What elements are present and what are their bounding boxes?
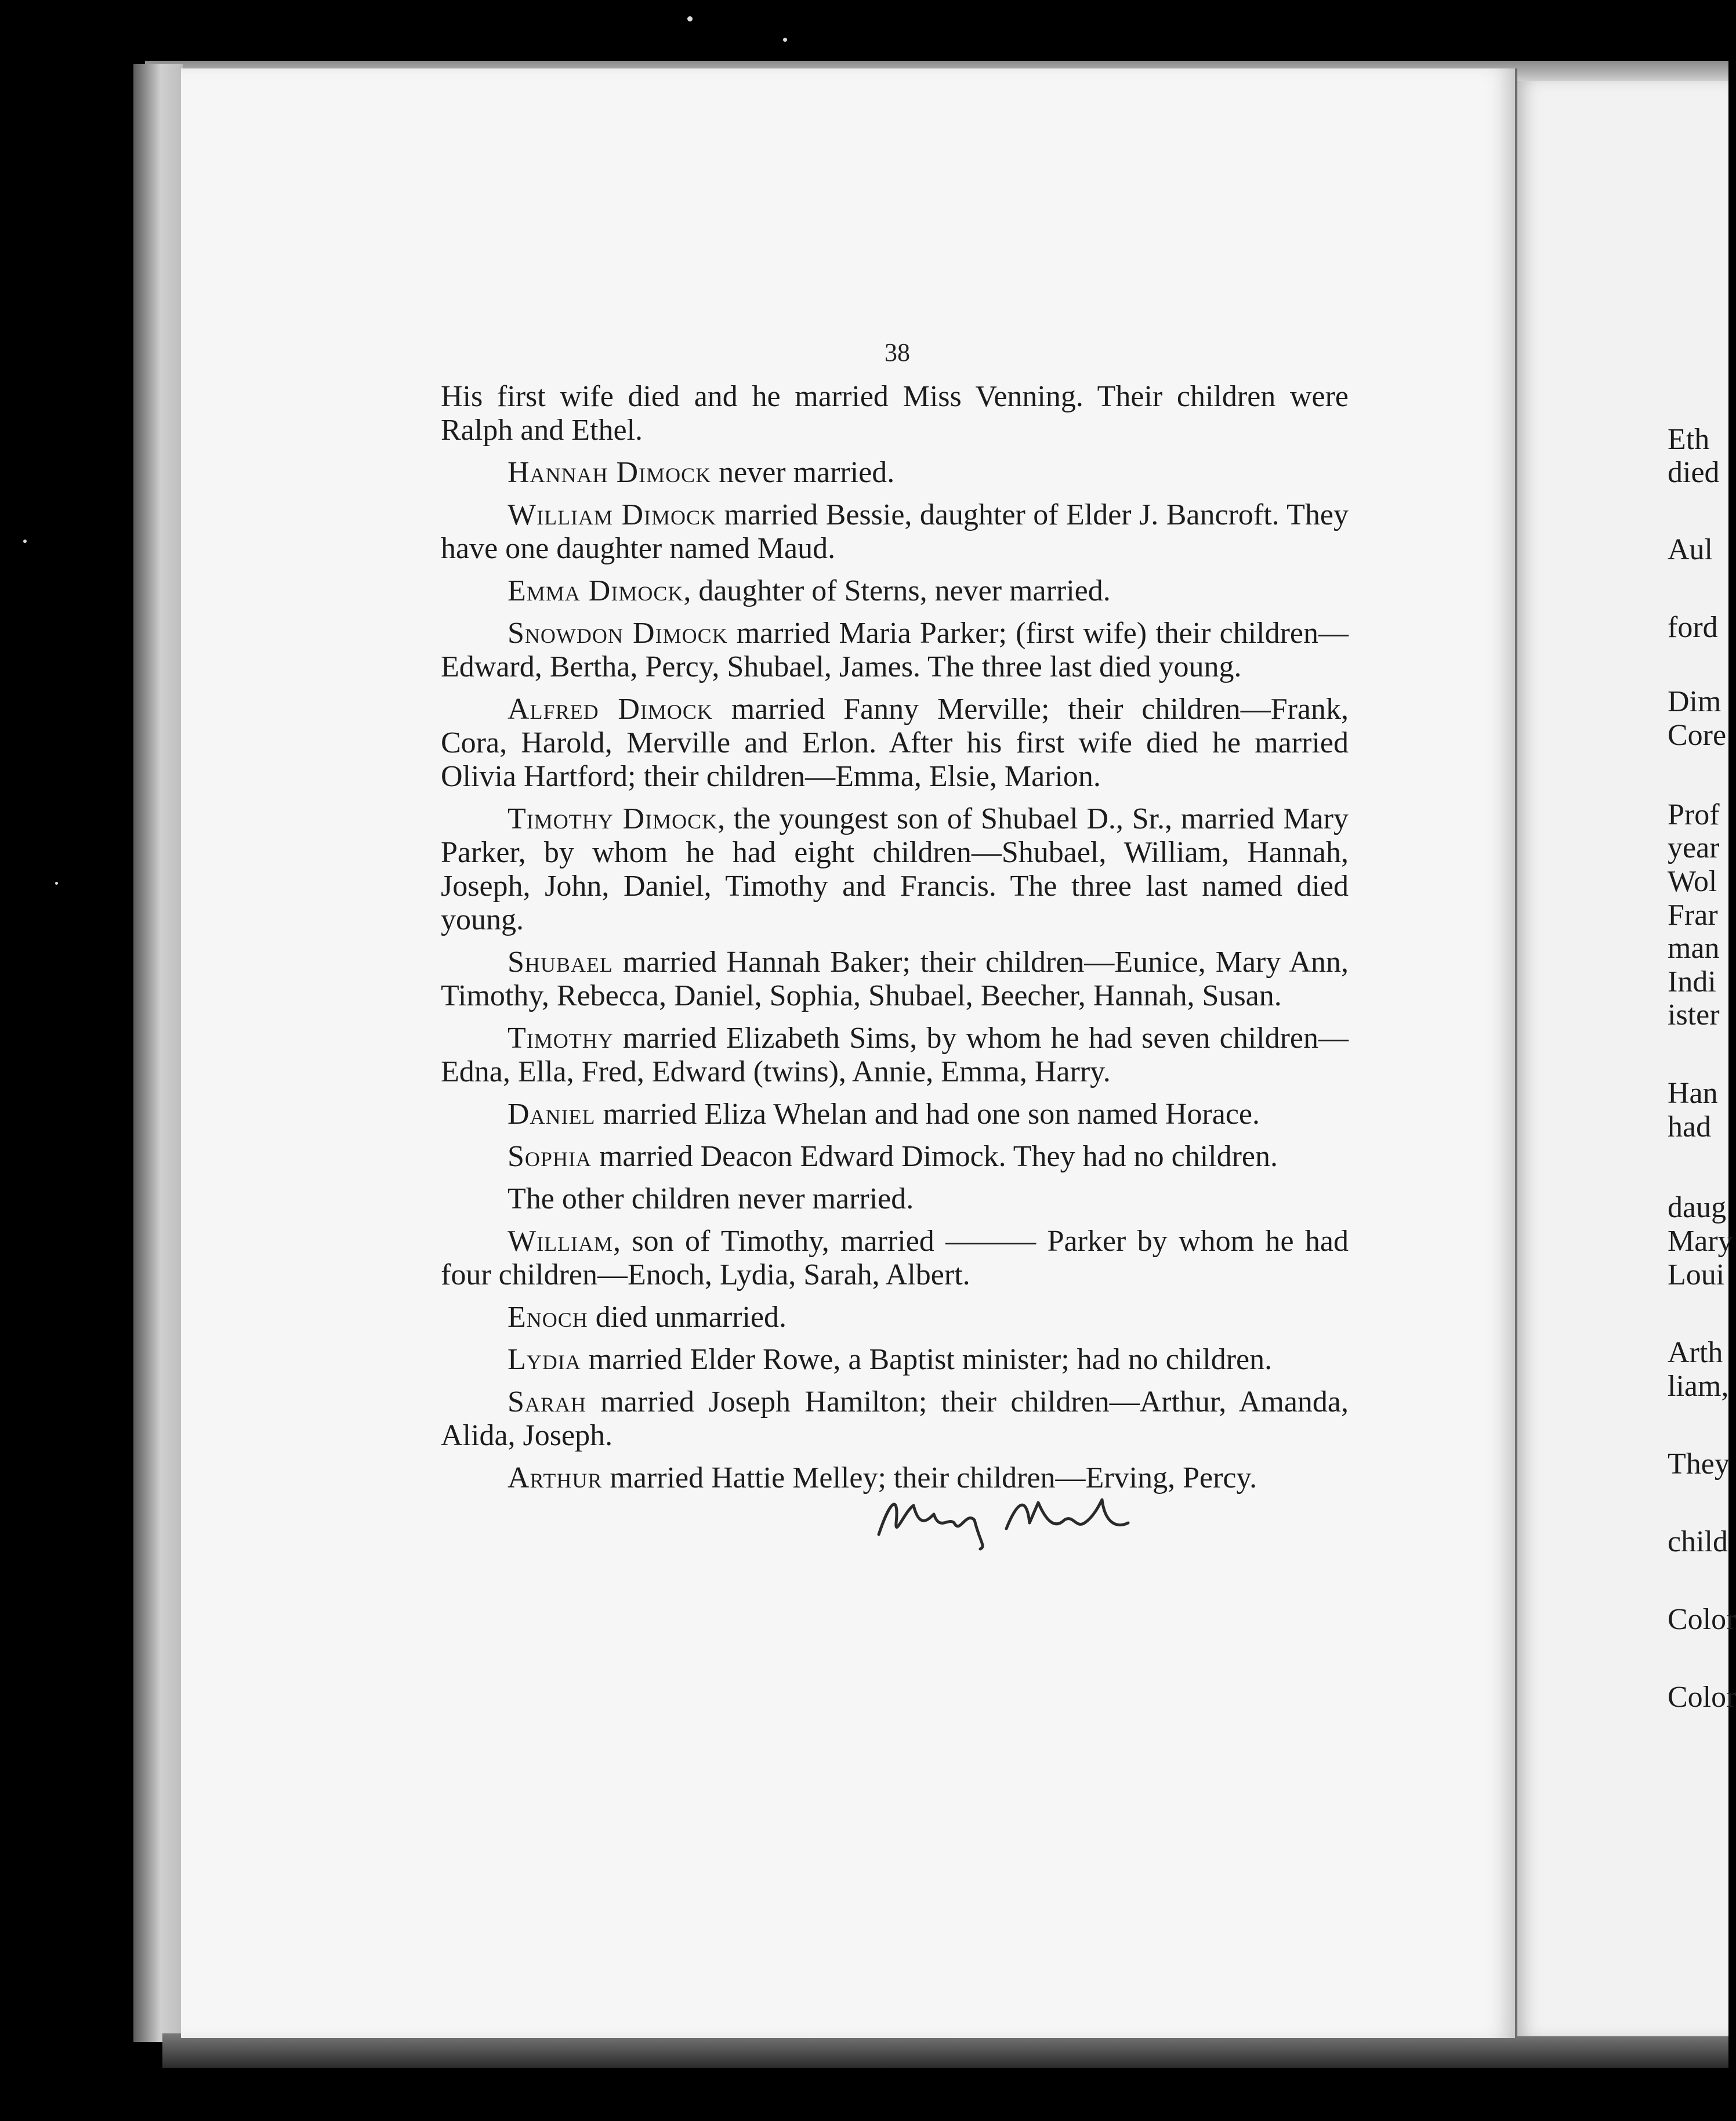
right-page-fragment: ford xyxy=(1668,611,1718,644)
paragraph xyxy=(441,574,1349,608)
right-page-fragment: Prof xyxy=(1668,798,1720,831)
right-page-fragment: daug xyxy=(1668,1191,1727,1224)
paragraph xyxy=(441,1140,1349,1174)
paragraph-text: married Elder Rowe, a Baptist minister; had no children. xyxy=(581,1343,1273,1376)
paragraph xyxy=(441,1301,1349,1334)
paragraph xyxy=(441,946,1349,1013)
paragraph-lead: William Dimock xyxy=(508,498,717,531)
paragraph xyxy=(441,498,1349,566)
right-page-fragment: liam, xyxy=(1668,1370,1729,1403)
right-page-fragment: Core xyxy=(1668,719,1727,752)
paragraph-text: married Joseph Hamilton; their children—Arthur, Amanda, Alida, Joseph. xyxy=(441,1385,1349,1452)
paragraph xyxy=(441,1225,1349,1292)
paragraph-lead: Timothy Dimock xyxy=(508,802,718,835)
paragraph-lead: Hannah Dimock xyxy=(508,456,712,489)
right-page-fragment: They xyxy=(1668,1447,1730,1481)
paragraph xyxy=(441,617,1349,684)
paragraph-text: married Hattie Melley; their children—Erving, Percy. xyxy=(602,1461,1257,1494)
paragraph xyxy=(441,1022,1349,1089)
paragraph-text: , son of Timothy, married ——— Parker by whom he had four children—Enoch, Lydia, Sarah, Albert. xyxy=(441,1225,1349,1291)
page-number: 38 xyxy=(885,338,910,367)
paragraph xyxy=(441,1385,1349,1453)
paragraph-lead: Daniel xyxy=(508,1098,596,1131)
paragraph xyxy=(441,802,1349,937)
right-page-fragment: Han xyxy=(1668,1077,1718,1110)
paragraph-lead: Arthur xyxy=(508,1461,603,1494)
right-page-fragment: Wol xyxy=(1668,865,1717,898)
right-page-fragment: ister xyxy=(1668,998,1720,1031)
paragraph-text: married Hannah Baker; their children—Eunice, Mary Ann, Timothy, Rebecca, Daniel, Sophia, Shubael, Beecher, Hannah, Susan. xyxy=(441,946,1349,1012)
right-page-fragment: died xyxy=(1668,456,1720,489)
paragraph xyxy=(441,380,1349,447)
right-page-fragment: Eth xyxy=(1668,423,1710,456)
paragraph-text: , the youngest son of Shubael D., Sr., married Mary Parker, by whom he had eight children—Shubael, William, Hannah, Joseph, John, Daniel, Timothy and Francis. The three last named died young. xyxy=(441,802,1349,936)
paragraph-text: married Fanny Merville; their children—Frank, Cora, Harold, Merville and Erlon. After his first wife died he married Olivia Hartford; their children—Emma, Elsie, Marion. xyxy=(441,693,1349,793)
paragraph-text: married Bessie, daughter of Elder J. Bancroft. They have one daughter named Maud. xyxy=(441,498,1349,565)
paragraph-text: His first wife died and he married Miss Venning. Their children were Ralph and Ethel. xyxy=(441,380,1349,447)
paragraph xyxy=(441,456,1349,490)
right-page-fragment: Frar xyxy=(1668,899,1718,932)
right-page-text-fragments xyxy=(1668,0,1736,2121)
paragraph-text: never married. xyxy=(711,456,895,489)
scan-speck xyxy=(23,540,27,543)
paragraph-lead: Lydia xyxy=(508,1343,581,1376)
right-page-fragment: Arth xyxy=(1668,1336,1723,1369)
paragraph-text: died unmarried. xyxy=(588,1301,787,1334)
paragraph-text: married Elizabeth Sims, by whom he had seven children—Edna, Ella, Fred, Edward (twins), Annie, Emma, Harry. xyxy=(441,1022,1349,1088)
paragraph-text: The other children never married. xyxy=(508,1182,914,1215)
right-page-fragment: Color xyxy=(1668,1681,1736,1714)
book-bottom-edge xyxy=(162,2033,1728,2068)
scan-speck xyxy=(687,16,693,21)
paragraph-lead: Sarah xyxy=(508,1385,586,1418)
paragraph xyxy=(441,693,1349,794)
right-page-fragment: Mary xyxy=(1668,1225,1733,1258)
paragraph-lead: Alfred Dimock xyxy=(508,693,713,726)
paragraph-text: married Maria Parker; (first wife) their children—Edward, Bertha, Percy, Shubael, James. The three last died young. xyxy=(441,617,1349,683)
right-page-fragment: year xyxy=(1668,831,1720,864)
handwritten-signature xyxy=(873,1488,1157,1552)
right-page-fragment: child xyxy=(1668,1525,1728,1558)
paragraph-text: , daughter of Sterns, never married. xyxy=(683,574,1111,607)
paragraph-lead: Snowdon Dimock xyxy=(508,617,728,650)
scan-speck xyxy=(55,882,58,885)
page-body-text xyxy=(441,380,1349,1504)
scan-speck xyxy=(783,38,787,42)
right-page-fragment: Aul xyxy=(1668,533,1713,566)
right-page-fragment: Dim xyxy=(1668,685,1721,718)
paragraph-lead: Enoch xyxy=(508,1301,588,1334)
paragraph-text: married Deacon Edward Dimock. They had no children. xyxy=(591,1140,1278,1173)
paragraph xyxy=(441,1182,1349,1216)
paragraph-lead: William xyxy=(508,1225,614,1258)
right-page-fragment: Color xyxy=(1668,1603,1736,1636)
right-page-fragment: man xyxy=(1668,932,1720,965)
paragraph-text: married Eliza Whelan and had one son named Horace. xyxy=(595,1098,1260,1131)
paragraph-lead: Emma Dimock xyxy=(508,574,684,607)
paragraph-lead: Shubael xyxy=(508,946,613,979)
right-page-fragment: had xyxy=(1668,1110,1712,1143)
right-page-fragment: Loui xyxy=(1668,1258,1725,1291)
book-spine-edge xyxy=(133,64,183,2042)
paragraph xyxy=(441,1098,1349,1131)
paragraph xyxy=(441,1343,1349,1377)
right-page-fragment: Indi xyxy=(1668,965,1716,998)
paragraph-lead: Timothy xyxy=(508,1022,614,1055)
paragraph-lead: Sophia xyxy=(508,1140,592,1173)
